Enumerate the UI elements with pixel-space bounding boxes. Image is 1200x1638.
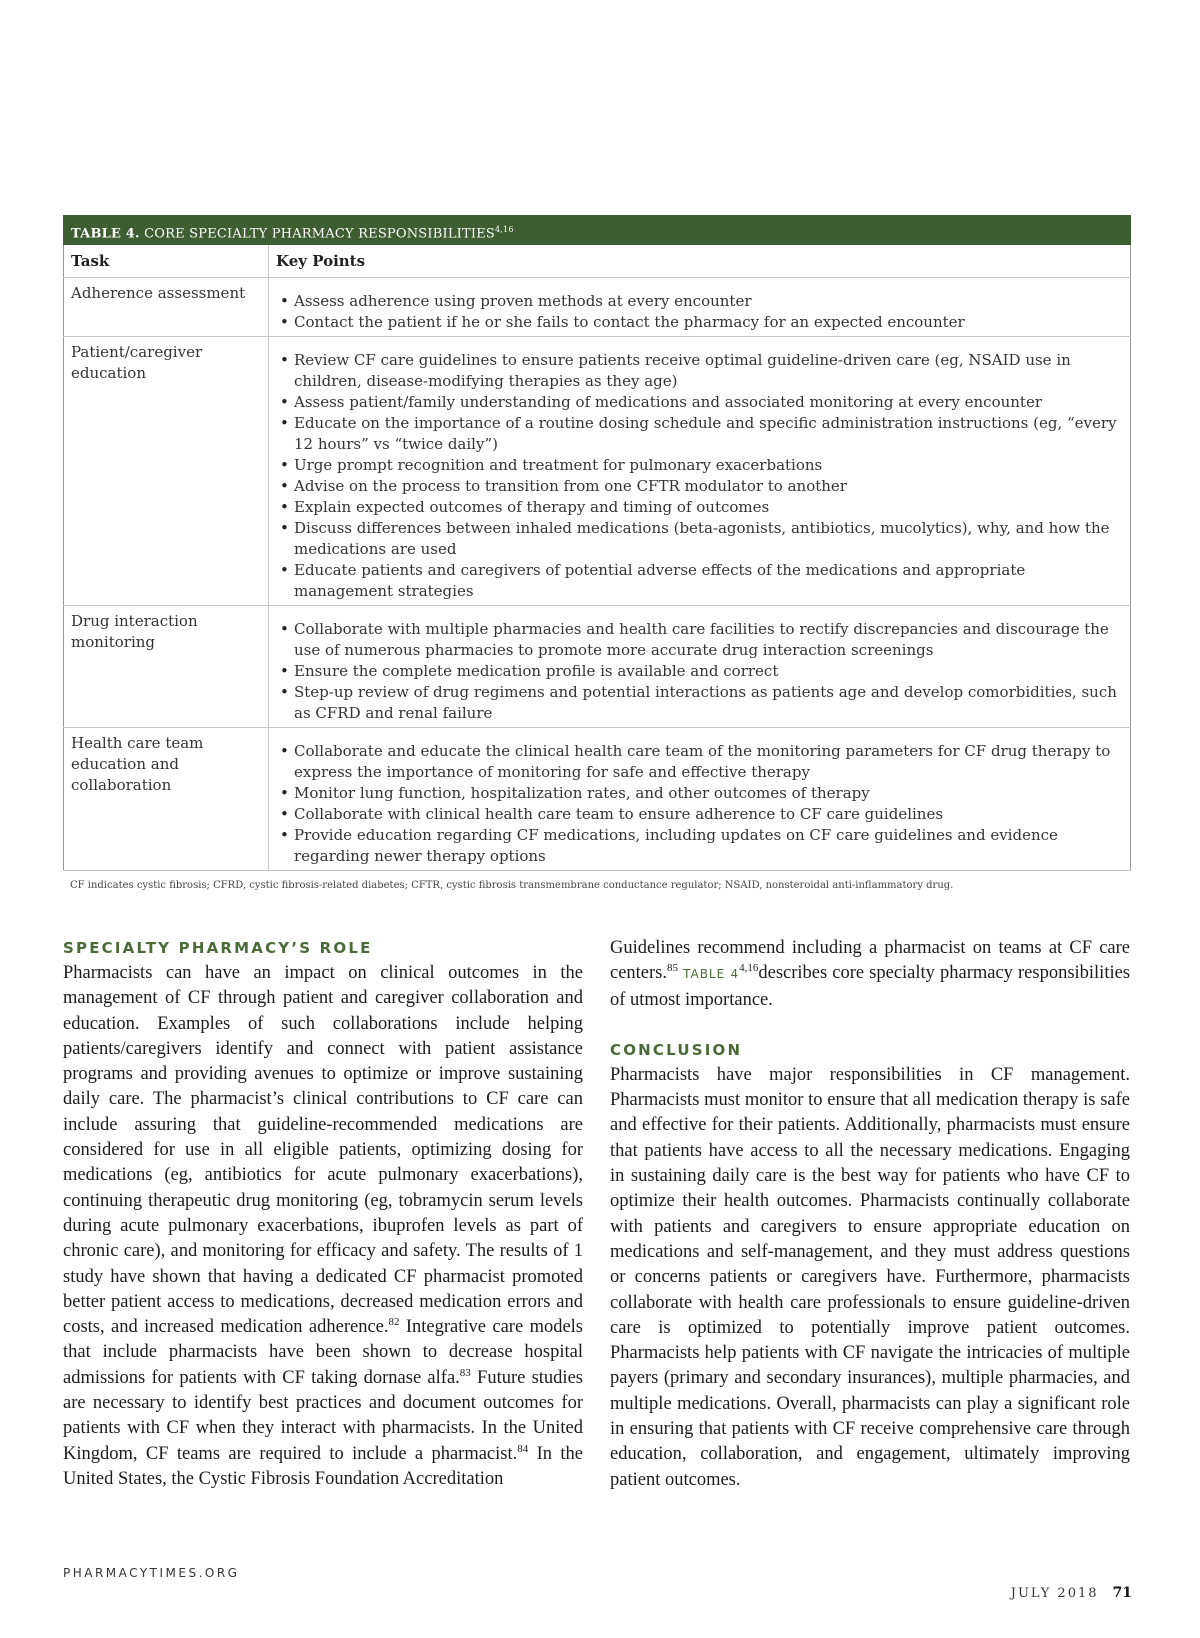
key-point: • Discuss differences between inhaled medications (beta-agonists, antibiotics, mucolytics), why, and how the medications are used [276,518,1123,560]
role-text-5: describes core specialty pharmacy responsibilities of utmost importance. [610,963,1131,1010]
key-points-cell [269,728,1131,871]
key-point: • Urge prompt recognition and treatment for pulmonary exacerbations [276,455,1123,476]
role-text-1: Pharmacists can have an impact on clinical outcomes in the management of CF through patient and caregiver collaboration and education. Examples of such collaborations include helping patients/caregivers identify and connect with patient assistance programs and providing avenues to optimize or improve sustaining daily care. The pharmacist’s clinical contributions to CF care can include assuring that guideline-recommended medications are considered for use in all eligible patients, optimizing dosing for medications (eg, antibiotics for acute pulmonary exacerbations), continuing therapeutic drug monitoring (eg, tobramycin serum levels during acute pulmonary exacerbations, ibuprofen levels as part of chronic care), and monitoring for efficacy and safety. The results of 1 study have shown that having a dedicated CF pharmacist promoted better patient access to medications, decreased medication errors and costs, and increased medication adherence. [63,963,583,1338]
conclusion-paragraph: Pharmacists have major responsibilities in CF management. Pharmacists must monitor to ensure that all medication therapy is safe and effective for their patients. Additionally, pharmacists must ensure that patients have access to all the necessary medications. Engaging in sustaining daily care is the best way for patients who have CF to optimize their health outcomes. Pharmacists continually collaborate with patients and caregivers to ensure appropriate education on medications and self-management, and they must address questions or concerns patients or caregivers have. Furthermore, pharmacists collaborate with health care professionals to ensure guideline-driven care is optimized to potentially improve patient outcomes. Pharmacists help patients with CF navigate the intricacies of multiple payers (primary and secondary insurances), multiple pharmacies, and multiple medications. Overall, pharmacists can play a significant role in ensuring that patients with CF receive comprehensive care through education, collaboration, and engagement, ultimately improving patient outcomes. [610,1064,1130,1490]
table-body [64,278,1131,871]
key-point: • Collaborate with multiple pharmacies and health care facilities to rectify discrepancies and discourage the use of numerous pharmacies to promote more accurate drug interaction screenings [276,619,1123,661]
footer-site: PHARMACYTIMES.ORG [63,1566,240,1580]
key-point: • Collaborate and educate the clinical health care team of the monitoring parameters for CF drug therapy to express the importance of monitoring for safe and effective therapy [276,741,1123,783]
role-heading: SPECIALTY PHARMACY’S ROLE [63,939,373,957]
ref-82: 82 [388,1316,400,1328]
key-point: • Ensure the complete medication profile is available and correct [276,661,1123,682]
right-column [610,936,1130,1493]
key-point: • Step-up review of drug regimens and potential interactions as patients age and develop comorbidities, such as CFRD and renal failure [276,682,1123,724]
responsibilities-table [63,245,1131,871]
key-point: • Assess patient/family understanding of medications and associated monitoring at every encounter [276,392,1123,413]
role-continuation [610,936,1130,1013]
table-label: TABLE 4. [71,226,140,242]
key-points-cell [269,606,1131,728]
table-title-bar [63,215,1131,245]
key-point: • Educate on the importance of a routine dosing schedule and specific administration instructions (eg, “every 12 hours” vs “twice daily”) [276,413,1123,455]
key-point: • Educate patients and caregivers of potential adverse effects of the medications and appropriate management strategies [276,560,1123,602]
key-point: • Monitor lung function, hospitalization rates, and other outcomes of therapy [276,783,1123,804]
key-point: • Explain expected outcomes of therapy and timing of outcomes [276,497,1123,518]
table-row [64,606,1131,728]
header-task: Task [64,245,269,278]
table-title-refs: 4,16 [495,225,514,234]
key-point: • Review CF care guidelines to ensure patients receive optimal guideline-driven care (eg, NSAID use in children, disease-modifying therapies as they age) [276,350,1123,392]
task-cell: Patient/caregiver education [64,337,269,606]
table-row [64,278,1131,337]
key-points-list [276,350,1123,602]
left-column [63,936,583,1492]
key-points-cell [269,337,1131,606]
table-row [64,728,1131,871]
key-point: • Provide education regarding CF medications, including updates on CF care guidelines and evidence regarding newer therapy options [276,825,1123,867]
key-points-list [276,741,1123,867]
table-row [64,337,1131,606]
header-key-points: Key Points [269,245,1131,278]
ref-85: 85 [667,962,679,975]
table-title: CORE SPECIALTY PHARMACY RESPONSIBILITIES [144,226,496,242]
table-header-row [64,245,1131,278]
key-point: • Advise on the process to transition from one CFTR modulator to another [276,476,1123,497]
page-number: 71 [1112,1585,1132,1601]
table-footnote: CF indicates cystic fibrosis; CFRD, cystic fibrosis-related diabetes; CFTR, cystic fibrosis transmembrane conductance regulator; NSAID, nonsteroidal anti-inflammatory drug. [70,880,954,891]
role-text-2: Integrative care models that include pharmacists have been shown to decrease hospital admissions for patients with CF taking dornase alfa. [63,1317,584,1388]
ref-84: 84 [517,1442,529,1455]
key-point: • Assess adherence using proven methods at every encounter [276,291,1123,312]
table-4-refs: 4,16 [739,962,759,975]
key-point: • Collaborate with clinical health care team to ensure adherence to CF care guidelines [276,804,1123,825]
role-text-4: Guidelines recommend including a pharmacist on teams at CF care centers. [610,938,1130,984]
task-cell: Adherence assessment [64,278,269,337]
task-cell: Drug interaction monitoring [64,606,269,728]
key-point: • Contact the patient if he or she fails to contact the pharmacy for an expected encounter [276,312,1123,333]
role-text-3: Future studies are necessary to identify best practices and document outcomes for patients with CF when they interact with pharmacists. In the United Kingdom, CF teams are required to include a pharmacist. [63,1367,583,1464]
role-paragraph [63,961,583,1492]
key-points-list [276,291,1123,333]
task-cell: Health care team education and collaboration [64,728,269,871]
table-4-reference: TABLE 4 [683,967,740,982]
key-points-cell [269,278,1131,337]
key-points-list [276,619,1123,724]
footer-issue: JULY 2018 [1010,1586,1099,1601]
table-4 [63,215,1131,871]
ref-83: 83 [459,1366,471,1379]
footer-right [1011,1585,1132,1601]
role-text-4: In the United States, the Cystic Fibrosis Foundation Accreditation [63,1443,584,1489]
conclusion-heading: CONCLUSION [610,1040,743,1059]
role-paragraph-continued [610,936,1130,1013]
